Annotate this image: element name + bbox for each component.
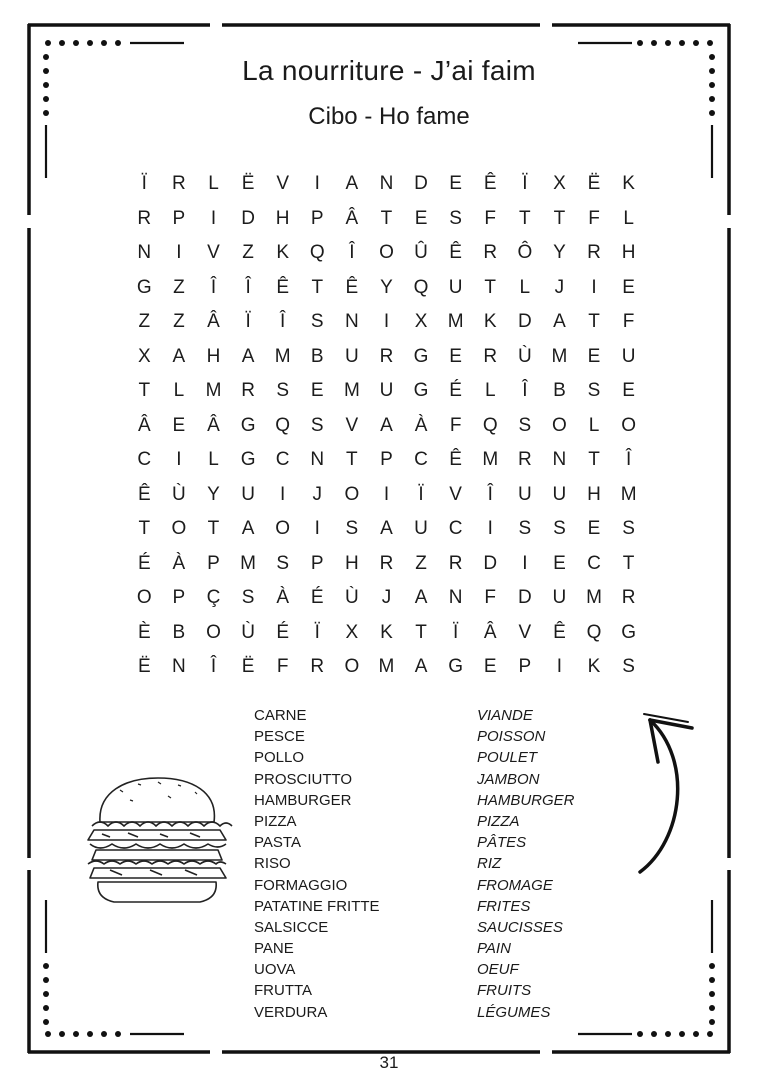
grid-letter: Ë	[587, 173, 601, 195]
grid-letter: V	[207, 242, 220, 264]
grid-letter: R	[621, 587, 636, 609]
grid-letter: X	[137, 345, 151, 367]
grid-letter: U	[517, 483, 532, 505]
page-number: 31	[379, 1053, 399, 1072]
grid-letter: Y	[207, 483, 220, 505]
grid-letter: U	[552, 587, 567, 609]
grid-letter: T	[553, 207, 566, 229]
grid-letter: M	[205, 380, 222, 402]
grid-letter: Z	[138, 311, 151, 333]
grid-letter: À	[414, 414, 428, 436]
grid-letter: H	[587, 483, 601, 505]
grid-letter: M	[586, 587, 602, 609]
grid-letter: Ê	[449, 242, 462, 264]
grid-letter: R	[587, 242, 601, 264]
grid-letter: A	[345, 173, 359, 195]
grid-letter: K	[276, 242, 290, 264]
word-list-item: CARNE	[254, 707, 307, 724]
word-list-item: LÉGUMES	[477, 1003, 551, 1021]
grid-letter: Ë	[241, 173, 255, 195]
word-list-item: PÂTES	[477, 834, 527, 852]
grid-letter: Q	[309, 242, 325, 264]
grid-letter: E	[449, 173, 462, 195]
word-list-item: POLLO	[254, 749, 305, 767]
word-list-italian	[254, 705, 380, 1023]
grid-letter: E	[310, 380, 324, 402]
grid-letter: Ï	[141, 173, 147, 195]
word-list-french	[477, 705, 575, 1023]
grid-letter: H	[344, 552, 359, 574]
grid-letter: Â	[137, 414, 151, 436]
grid-letter: N	[344, 311, 359, 333]
word-list-item: UOVA	[254, 961, 296, 979]
grid-letter: R	[379, 345, 394, 367]
grid-letter: L	[623, 207, 634, 229]
grid-letter: É	[276, 621, 290, 643]
grid-letter: S	[553, 518, 566, 540]
grid-letter: X	[345, 621, 359, 643]
grid-letter: I	[487, 518, 493, 540]
grid-letter: M	[551, 345, 568, 367]
grid-letter: À	[276, 587, 290, 609]
grid-letter: B	[310, 345, 324, 367]
word-list-item: PANE	[254, 940, 294, 958]
grid-letter: S	[622, 518, 635, 540]
grid-letter: M	[378, 656, 395, 678]
grid-letter: G	[448, 656, 464, 678]
grid-letter: Ê	[345, 276, 359, 298]
grid-letter: K	[587, 656, 601, 678]
grid-letter: R	[172, 173, 186, 195]
grid-letter: Z	[173, 276, 185, 298]
word-list-item: HAMBURGER	[254, 791, 352, 809]
grid-letter: T	[588, 449, 600, 471]
grid-letter: É	[449, 380, 462, 402]
grid-letter: N	[310, 449, 325, 471]
grid-letter: R	[517, 449, 532, 471]
grid-letter: V	[276, 173, 290, 195]
grid-letter: F	[276, 656, 289, 678]
grid-letter: Q	[275, 414, 291, 436]
grid-letter: I	[176, 242, 182, 264]
grid-letter: A	[241, 345, 255, 367]
grid-letter: J	[381, 587, 392, 609]
word-list-item: VIANDE	[477, 707, 533, 724]
grid-letter: Î	[349, 242, 355, 264]
grid-letter: R	[241, 380, 255, 402]
grid-letter: O	[344, 656, 360, 678]
grid-letter: Z	[415, 552, 427, 574]
hamburger-illustration	[80, 770, 235, 910]
grid-letter: P	[310, 552, 324, 574]
grid-letter: M	[620, 483, 637, 505]
grid-letter: A	[380, 414, 393, 436]
word-list-item: PIZZA	[477, 812, 520, 830]
grid-letter: S	[276, 552, 290, 574]
grid-letter: R	[137, 207, 152, 229]
grid-letter: M	[447, 311, 464, 333]
grid-letter: R	[448, 552, 463, 574]
word-list-item: SAUCISSES	[477, 918, 563, 936]
grid-letter: I	[210, 207, 217, 229]
grid-letter: Ù	[517, 345, 532, 367]
grid-letter: I	[383, 311, 390, 333]
word-list-item: PASTA	[254, 834, 301, 852]
word-list-item: RISO	[254, 855, 291, 873]
word-list-item: FORMAGGIO	[254, 876, 348, 894]
grid-letter: L	[484, 380, 496, 402]
grid-letter: M	[240, 552, 256, 574]
grid-letter: Î	[245, 276, 251, 298]
grid-letter: Ï	[418, 483, 424, 505]
grid-letter: P	[310, 207, 324, 229]
grid-letter: I	[383, 483, 390, 505]
grid-letter: A	[241, 518, 255, 540]
grid-letter: O	[206, 621, 221, 643]
grid-letter: Ê	[276, 276, 290, 298]
grid-letter: À	[172, 552, 186, 574]
grid-letter: U	[552, 483, 567, 505]
grid-letter: C	[587, 552, 601, 574]
grid-letter: E	[622, 276, 635, 298]
grid-letter: S	[449, 207, 462, 229]
grid-letter: Ê	[449, 449, 462, 471]
grid-letter: I	[314, 518, 320, 540]
grid-letter: V	[345, 414, 359, 436]
grid-letter: C	[448, 518, 463, 540]
grid-letter: K	[380, 621, 393, 643]
grid-letter: G	[136, 276, 152, 298]
grid-letter: X	[553, 173, 566, 195]
page-subtitle: Cibo - Ho fame	[308, 103, 470, 130]
grid-letter: Â	[207, 414, 220, 436]
grid-letter: G	[413, 345, 429, 367]
word-list-item: PAIN	[477, 940, 511, 958]
word-list-item: JAMBON	[477, 770, 540, 788]
grid-letter: D	[517, 587, 532, 609]
word-list-item: PATATINE FRITTE	[254, 897, 380, 915]
word-list-item: PROSCIUTTO	[254, 770, 353, 788]
grid-letter: V	[518, 621, 532, 643]
word-list-item: POISSON	[477, 728, 546, 746]
grid-letter: H	[206, 345, 221, 367]
grid-letter: P	[172, 587, 186, 609]
curved-arrow-icon	[628, 700, 698, 880]
grid-letter: A	[414, 587, 428, 609]
grid-letter: Y	[553, 242, 566, 264]
grid-letter: È	[137, 621, 151, 643]
word-list-item: FRUITS	[477, 982, 532, 1000]
grid-letter: Î	[625, 449, 632, 471]
grid-letter: Q	[482, 414, 498, 436]
grid-letter: L	[588, 414, 600, 436]
grid-letter: Â	[483, 621, 497, 643]
grid-letter: H	[621, 242, 636, 264]
grid-letter: O	[552, 414, 567, 436]
grid-letter: A	[414, 656, 428, 678]
grid-letter: E	[553, 552, 566, 574]
grid-letter: T	[622, 552, 635, 574]
grid-letter: Î	[522, 380, 528, 402]
grid-letter: Ï	[314, 621, 320, 643]
word-list-item: VERDURA	[254, 1003, 328, 1021]
grid-letter: F	[484, 587, 497, 609]
page-title: La nourriture - J’ai faim	[242, 55, 536, 86]
grid-letter: T	[346, 449, 358, 471]
grid-letter: V	[449, 483, 462, 505]
grid-letter: I	[176, 449, 182, 471]
grid-letter: P	[172, 207, 186, 229]
grid-letter: S	[622, 656, 635, 678]
grid-letter: T	[311, 276, 324, 298]
grid-letter: Q	[586, 621, 602, 643]
grid-letter: T	[484, 276, 497, 298]
grid-letter: R	[483, 345, 498, 367]
grid-letter: S	[518, 518, 532, 540]
grid-letter: I	[522, 552, 528, 574]
grid-letter: L	[208, 449, 219, 471]
grid-letter: L	[519, 276, 531, 298]
grid-letter: N	[448, 587, 463, 609]
grid-letter: P	[207, 552, 220, 574]
grid-letter: C	[414, 449, 428, 471]
grid-letter: O	[344, 483, 360, 505]
grid-letter: E	[622, 380, 635, 402]
grid-letter: C	[137, 449, 152, 471]
grid-letter: T	[138, 380, 151, 402]
grid-letter: D	[483, 552, 498, 574]
grid-letter: M	[274, 345, 291, 367]
word-list-item: SALSICCE	[254, 918, 329, 936]
grid-letter: Â	[345, 207, 359, 229]
grid-letter: B	[553, 380, 566, 402]
grid-letter: M	[343, 380, 360, 402]
grid-letter: D	[241, 207, 255, 229]
grid-letter: X	[414, 311, 428, 333]
grid-letter: M	[482, 449, 499, 471]
grid-letter: L	[208, 173, 219, 195]
grid-letter: T	[588, 311, 600, 333]
grid-letter: U	[414, 518, 428, 540]
grid-letter: K	[622, 173, 635, 195]
grid-letter: F	[588, 207, 600, 229]
grid-letter: N	[137, 242, 152, 264]
grid-letter: U	[379, 380, 394, 402]
grid-letter: I	[314, 173, 320, 195]
grid-letter: Ï	[453, 621, 459, 643]
grid-letter: J	[312, 483, 323, 505]
word-list-item: RIZ	[477, 855, 502, 873]
grid-letter: S	[518, 414, 532, 436]
grid-letter: H	[275, 207, 290, 229]
grid-letter: Z	[242, 242, 254, 264]
grid-letter: R	[483, 242, 498, 264]
grid-letter: Ê	[553, 621, 566, 643]
grid-letter: Ë	[241, 656, 255, 678]
grid-letter: E	[414, 207, 428, 229]
grid-letter: Q	[413, 276, 429, 298]
grid-letter: U	[448, 276, 463, 298]
grid-letter: E	[449, 345, 462, 367]
grid-letter: Â	[207, 311, 220, 333]
grid-letter: Î	[487, 483, 493, 505]
grid-letter: F	[484, 207, 497, 229]
grid-letter: T	[138, 518, 151, 540]
grid-letter: S	[241, 587, 255, 609]
grid-letter: N	[172, 656, 186, 678]
grid-letter: E	[587, 345, 601, 367]
grid-letter: Ê	[137, 483, 151, 505]
grid-letter: I	[591, 276, 597, 298]
grid-letter: R	[310, 656, 325, 678]
word-list-item: POULET	[477, 749, 538, 767]
grid-letter: A	[380, 518, 393, 540]
grid-letter: Î	[210, 656, 217, 678]
grid-letter: G	[240, 449, 256, 471]
grid-letter: T	[519, 207, 531, 229]
grid-letter: Ù	[344, 587, 359, 609]
grid-letter: F	[622, 311, 635, 333]
grid-letter: J	[554, 276, 565, 298]
grid-letter: O	[171, 518, 187, 540]
word-list-item: FROMAGE	[477, 876, 553, 894]
grid-letter: O	[136, 587, 152, 609]
grid-letter: S	[276, 380, 290, 402]
grid-letter: G	[240, 414, 256, 436]
grid-letter: O	[621, 414, 636, 436]
grid-letter: Î	[280, 311, 286, 333]
grid-letter: Ë	[137, 656, 151, 678]
grid-letter: Ô	[517, 242, 533, 264]
grid-letter: O	[275, 518, 291, 540]
word-list-item: HAMBURGER	[477, 791, 575, 809]
grid-letter: S	[587, 380, 601, 402]
grid-letter: S	[310, 311, 324, 333]
grid-letter: Û	[414, 242, 428, 264]
grid-letter: U	[344, 345, 359, 367]
grid-letter: T	[415, 621, 427, 643]
grid-letter: E	[483, 656, 497, 678]
grid-letter: Ù	[241, 621, 255, 643]
grid-letter: K	[483, 311, 497, 333]
grid-letter: Ï	[245, 311, 251, 333]
grid-letter: O	[379, 242, 394, 264]
grid-letter: É	[137, 552, 151, 574]
grid-letter: Î	[210, 276, 217, 298]
grid-letter: E	[587, 518, 601, 540]
grid-letter: Y	[380, 276, 393, 298]
grid-letter: R	[379, 552, 394, 574]
grid-letter: Ç	[206, 587, 221, 609]
grid-letter: F	[449, 414, 462, 436]
word-list-item: FRUTTA	[254, 982, 313, 1000]
grid-letter: G	[621, 621, 636, 643]
grid-letter: Z	[173, 311, 185, 333]
grid-letter: L	[173, 380, 185, 402]
grid-letter: G	[413, 380, 429, 402]
grid-letter: C	[275, 449, 290, 471]
word-list-item: FRITES	[477, 897, 531, 915]
grid-letter: Ù	[172, 483, 186, 505]
word-list-item: PIZZA	[254, 812, 297, 830]
grid-letter: P	[380, 449, 393, 471]
grid-letter: A	[172, 345, 186, 367]
grid-letter: S	[310, 414, 324, 436]
grid-letter: I	[280, 483, 286, 505]
grid-letter: É	[310, 587, 324, 609]
grid-letter: N	[552, 449, 567, 471]
grid-letter: D	[414, 173, 428, 195]
word-list-item: OEUF	[477, 961, 519, 979]
grid-letter: U	[241, 483, 255, 505]
grid-letter: D	[517, 311, 532, 333]
grid-letter: N	[379, 173, 394, 195]
grid-letter: P	[518, 656, 532, 678]
grid-letter: T	[380, 207, 393, 229]
grid-letter: Ê	[483, 173, 497, 195]
grid-letter: S	[345, 518, 359, 540]
grid-letter: I	[556, 656, 563, 678]
grid-letter: B	[172, 621, 186, 643]
grid-letter: A	[553, 311, 566, 333]
grid-letter: U	[621, 345, 636, 367]
word-list-item: PESCE	[254, 728, 305, 746]
grid-letter: T	[207, 518, 220, 540]
grid-letter: Ï	[522, 173, 528, 195]
grid-letter: E	[172, 414, 186, 436]
word-search-grid	[127, 167, 646, 685]
